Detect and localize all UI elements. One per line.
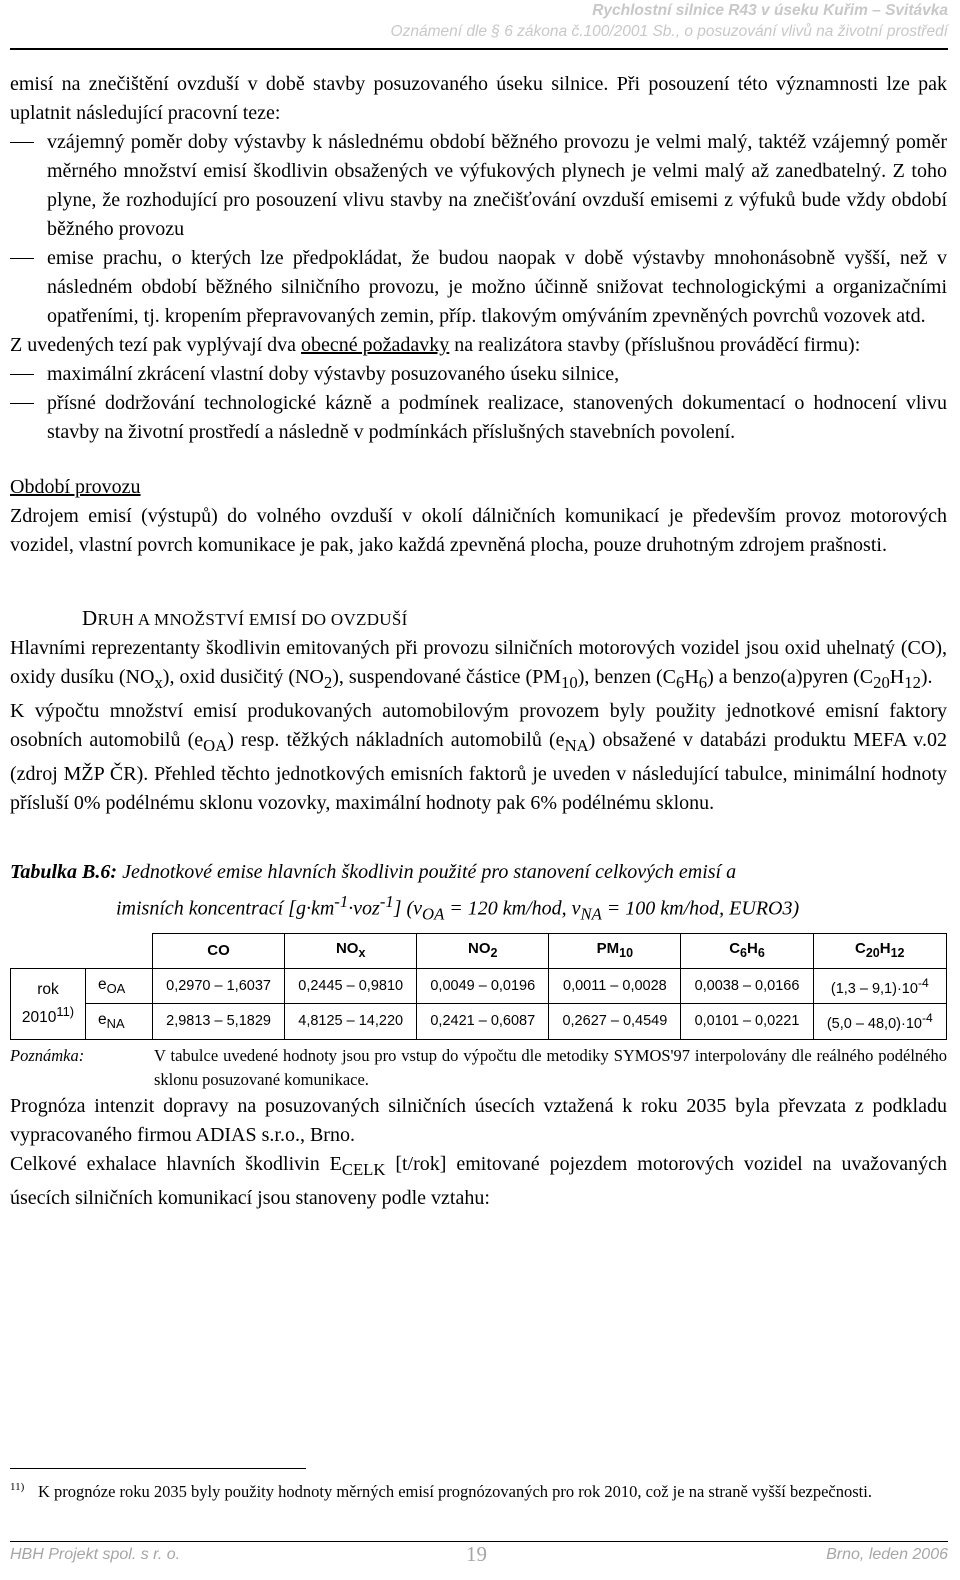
table-row: $e_{NA}$ 2,9813 – 5,1829 4,8125 – 14,220 0,2421 – 0,6087 0,2627 – 0,4549 0,0101 – 0,0221 $(5,0 - 48,0)\cdot 10^{-4}$ (11, 1004, 947, 1040)
row-group-label: rok 2010$^{11)}$ (11, 968, 86, 1040)
note-text: V tabulce uvedené hodnoty jsou pro vstup do výpočtu dle metodiky SYMOS'97 interpolovány dle reálného podélného sklonu posuzované komunikace. (154, 1046, 947, 1090)
thesis-item-1: vzájemný poměr doby výstavby k následnému období běžného provozu je velmi malý, taktéž vzájemný poměr měrného množství emisí škodlivin obsažených ve výfukových plynech je velmi malý až zanedbatelný. Z toho plyne, že rozhodující pro posouzení vlivu stavby na znečišťování ovzduší emisemi z výfuků bude vždy období běžného provozu (10, 128, 947, 244)
intro-paragraph: emisí na znečištění ovzduší v době stavby posuzovaného úseku silnice. Při posouzení této významnosti lze pak uplatnit následující pracovní teze: (10, 73, 947, 124)
table-label: Tabulka B.6: (10, 861, 118, 883)
row-label-na: $e_{NA}$ (86, 1004, 153, 1040)
table-header-row (11, 933, 947, 968)
footer-date: Brno, leden 2006 (826, 1546, 948, 1563)
requirement-item-2: přísné dodržování technologické kázně a podmínek realizace, stanovených dokumentací o hodnocení vlivu stavby na životní prostředí a následně v podmínkách příslušných stavebních povolení. (10, 389, 947, 447)
footnote-rule (10, 1468, 306, 1469)
footnote-text: K prognóze roku 2035 byly použity hodnoty měrných emisí prognózovaných pro rok 2010, což je na straně vyšší bezpečnosti. (38, 1482, 872, 1501)
pollutants-paragraph: Hlavními reprezentanty škodlivin emitovaných při provozu silničních motorových vozidel jsou oxid uhelnatý (CO), oxidy dusíku $(NO_x)$, oxid dusičitý $(NO_2)$, suspendované částice $(PM_{10})$, benzen $(C_6H_6)$ a benzo(a)pyren $(C_{20}H_{12})$. (10, 637, 947, 692)
thesis-item-2: emise prachu, o kterých lze předpokládat, že budou naopak v době výstavby mnohonásobně vyšší, než v následném období běžného silničního provozu, je možno účinně snižovat technologickými a organizačními opatřeními, tj. kropením přepravovaných zemin, příp. tlakovým omýváním zpevněných povrchů vozovek atd. (10, 244, 947, 331)
header-title: Rychlostní silnice R43 v úseku Kuřim – Svitávka (592, 2, 948, 19)
footnote-number: 11) (10, 1481, 25, 1493)
footer-company: HBH Projekt spol. s r. o. (10, 1546, 181, 1563)
col-nox: $NO_x$ (285, 933, 417, 968)
emission-table (10, 933, 947, 1041)
table-note (10, 1044, 947, 1092)
col-co: CO (153, 933, 285, 968)
requirement-item-1: maximální zkrácení vlastní doby výstavby posuzovaného úseku silnice, (10, 360, 947, 389)
table-row: rok 2010$^{11)}$ $e_{OA}$ 0,2970 – 1,6037 0,2445 – 0,9810 0,0049 – 0,0196 0,0011 – 0,0028 0,0038 – 0,0166 $(1,3 - 9,1)\cdot 10^{-4}$ (11, 968, 947, 1004)
forecast-paragraph: Prognóza intenzit dopravy na posuzovaných silničních úsecích vztažená k roku 2035 byla převzata z podkladu vypracovaného firmou ADIAS s.r.o., Brno. (10, 1095, 947, 1147)
section-paragraph: Zdrojem emisí (výstupů) do volného ovzduší v okolí dálničních komunikací je především provoz motorových vozidel, vlastní povrch komunikace je pak, jako každá zpevněná plocha, pouze druhotným zdrojem prašnosti. (10, 505, 947, 556)
page-header (391, 0, 948, 42)
row-label-oa: $e_{OA}$ (86, 968, 153, 1004)
note-label: Poznámka: (10, 1046, 85, 1066)
col-benzene: $C_6H_6$ (681, 933, 813, 968)
table-caption: Tabulka B.6: Jednotkové emise hlavních škodlivin použité pro stanovení celkových emisí a imisních koncentrací $[g\cdot km^{-1}\cdot voz^{-1}] (v_{OA} = 120$ km/hod, $v_{NA} = 100$ km/hod, EURO3) (10, 861, 800, 924)
page-footer (10, 1542, 948, 1570)
col-pm10: $PM_{10}$ (549, 933, 681, 968)
requirements-paragraph: Z uvedených tezí pak vyplývají dva obecné požadavky na realizátora stavby (příslušnou prováděcí firmu): (10, 334, 861, 356)
header-rule (10, 48, 948, 50)
underlined-term: obecné požadavky (301, 334, 450, 356)
emission-factors-paragraph: K výpočtu množství emisí produkovaných automobilovým provozem byly použity jednotkové emisní faktory osobních automobilů $(e_{OA})$ resp. těžkých nákladních automobilů $(e_{NA})$ obsažené v databázi produktu MEFA v.02 (zdroj MŽP ČR). Přehled těchto jednotkových emisních faktorů je uveden v následující tabulce, minimální hodnoty přísluší 0% podélnému sklonu vozovky, maximální hodnoty pak 6% podélnému sklonu. (10, 700, 948, 814)
col-no2: $NO_2$ (417, 933, 549, 968)
col-benzopyrene: $C_{20}H_{12}$ (813, 933, 946, 968)
subsection-heading: DRUH A MNOŽSTVÍ EMISÍ DO OVZDUŠÍ (82, 606, 408, 630)
exhalation-paragraph: Celkové exhalace hlavních škodlivin $E_{CELK}$ [t/rok] emitované pojezdem motorových vozidel na uvažovaných úsecích silničních komunikací jsou stanoveny podle vztahu: (10, 1153, 947, 1210)
header-subtitle: Oznámení dle § 6 zákona č.100/2001 Sb., o posuzování vlivů na životní prostředí (390, 23, 948, 40)
page-number: 19 (466, 1542, 487, 1566)
footnote (10, 1480, 947, 1504)
section-title: Období provozu (10, 476, 141, 498)
document-body (10, 70, 947, 1213)
